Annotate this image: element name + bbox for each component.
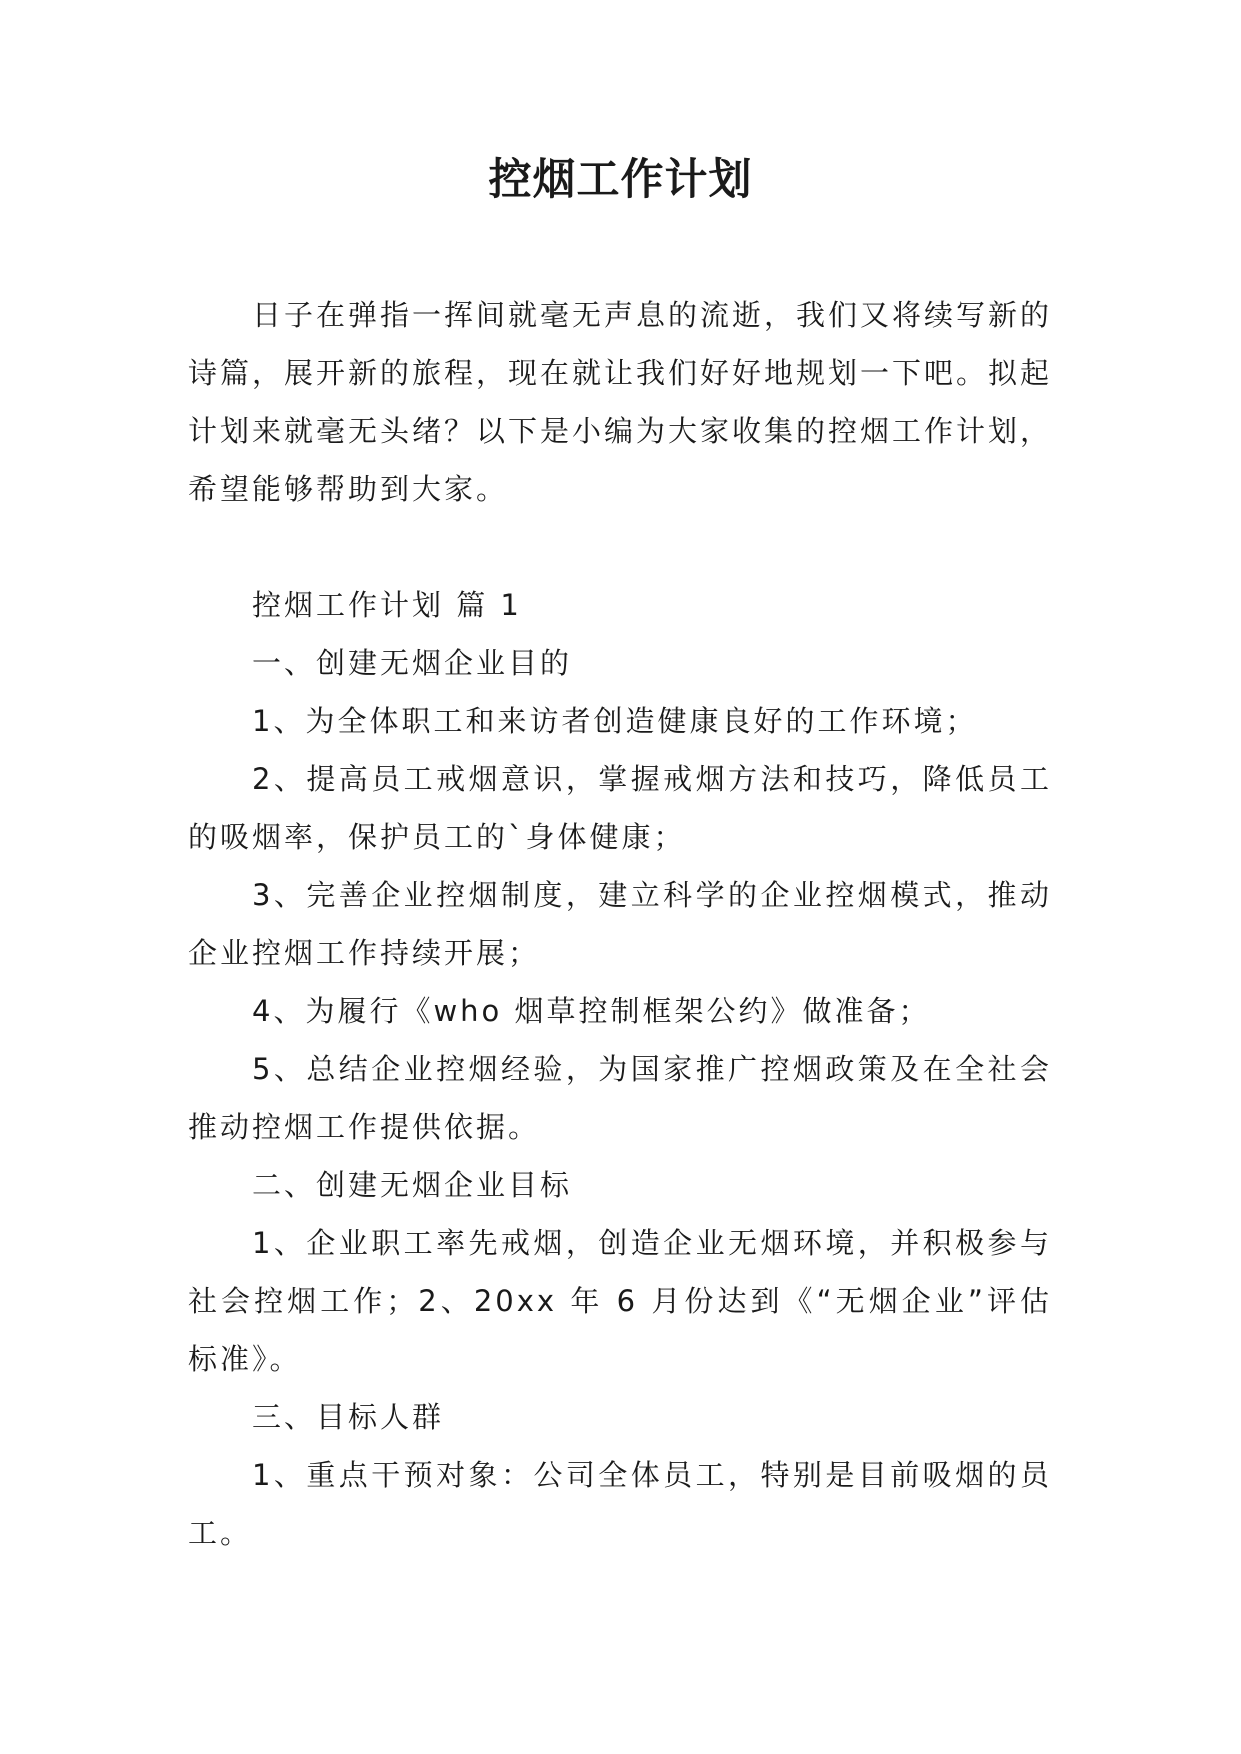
purpose-item-1: 1、为全体职工和来访者创造健康良好的工作环境； [252, 704, 978, 738]
intro-paragraph: 日子在弹指一挥间就毫无声息的流逝，我们又将续写新的诗篇，展开新的旅程，现在就让我们好好地规划一下吧。拟起计划来就毫无头绪？以下是小编为大家收集的控烟工作计划，希望能够帮助到大家。 [188, 298, 1053, 506]
heading-target-group: 三、目标人群 [252, 1400, 445, 1434]
content-section [188, 576, 1052, 1562]
purpose-item-4: 4、为履行《who 烟草控制框架公约》做准备； [252, 994, 931, 1028]
goal-item-1: 1、企业职工率先戒烟，创造企业无烟环境，并积极参与社会控烟工作；2、20xx 年 6 月份达到《“无烟企业”评估标准》。 [188, 1226, 1052, 1376]
heading-purpose: 一、创建无烟企业目的 [252, 646, 573, 680]
section-heading-plan: 控烟工作计划 篇 1 [252, 588, 522, 622]
purpose-item-3: 3、完善企业控烟制度，建立科学的企业控烟模式，推动企业控烟工作持续开展； [188, 878, 1052, 970]
document-title: 控烟工作计划 [488, 155, 753, 205]
heading-goals: 二、创建无烟企业目标 [252, 1168, 573, 1202]
purpose-item-5: 5、总结企业控烟经验，为国家推广控烟政策及在全社会推动控烟工作提供依据。 [188, 1052, 1052, 1144]
intro-section [188, 286, 1052, 518]
purpose-item-2: 2、提高员工戒烟意识，掌握戒烟方法和技巧，降低员工的吸烟率，保护员工的`身体健康； [188, 762, 1052, 854]
target-item-1: 1、重点干预对象：公司全体员工，特别是目前吸烟的员工。 [188, 1458, 1052, 1550]
